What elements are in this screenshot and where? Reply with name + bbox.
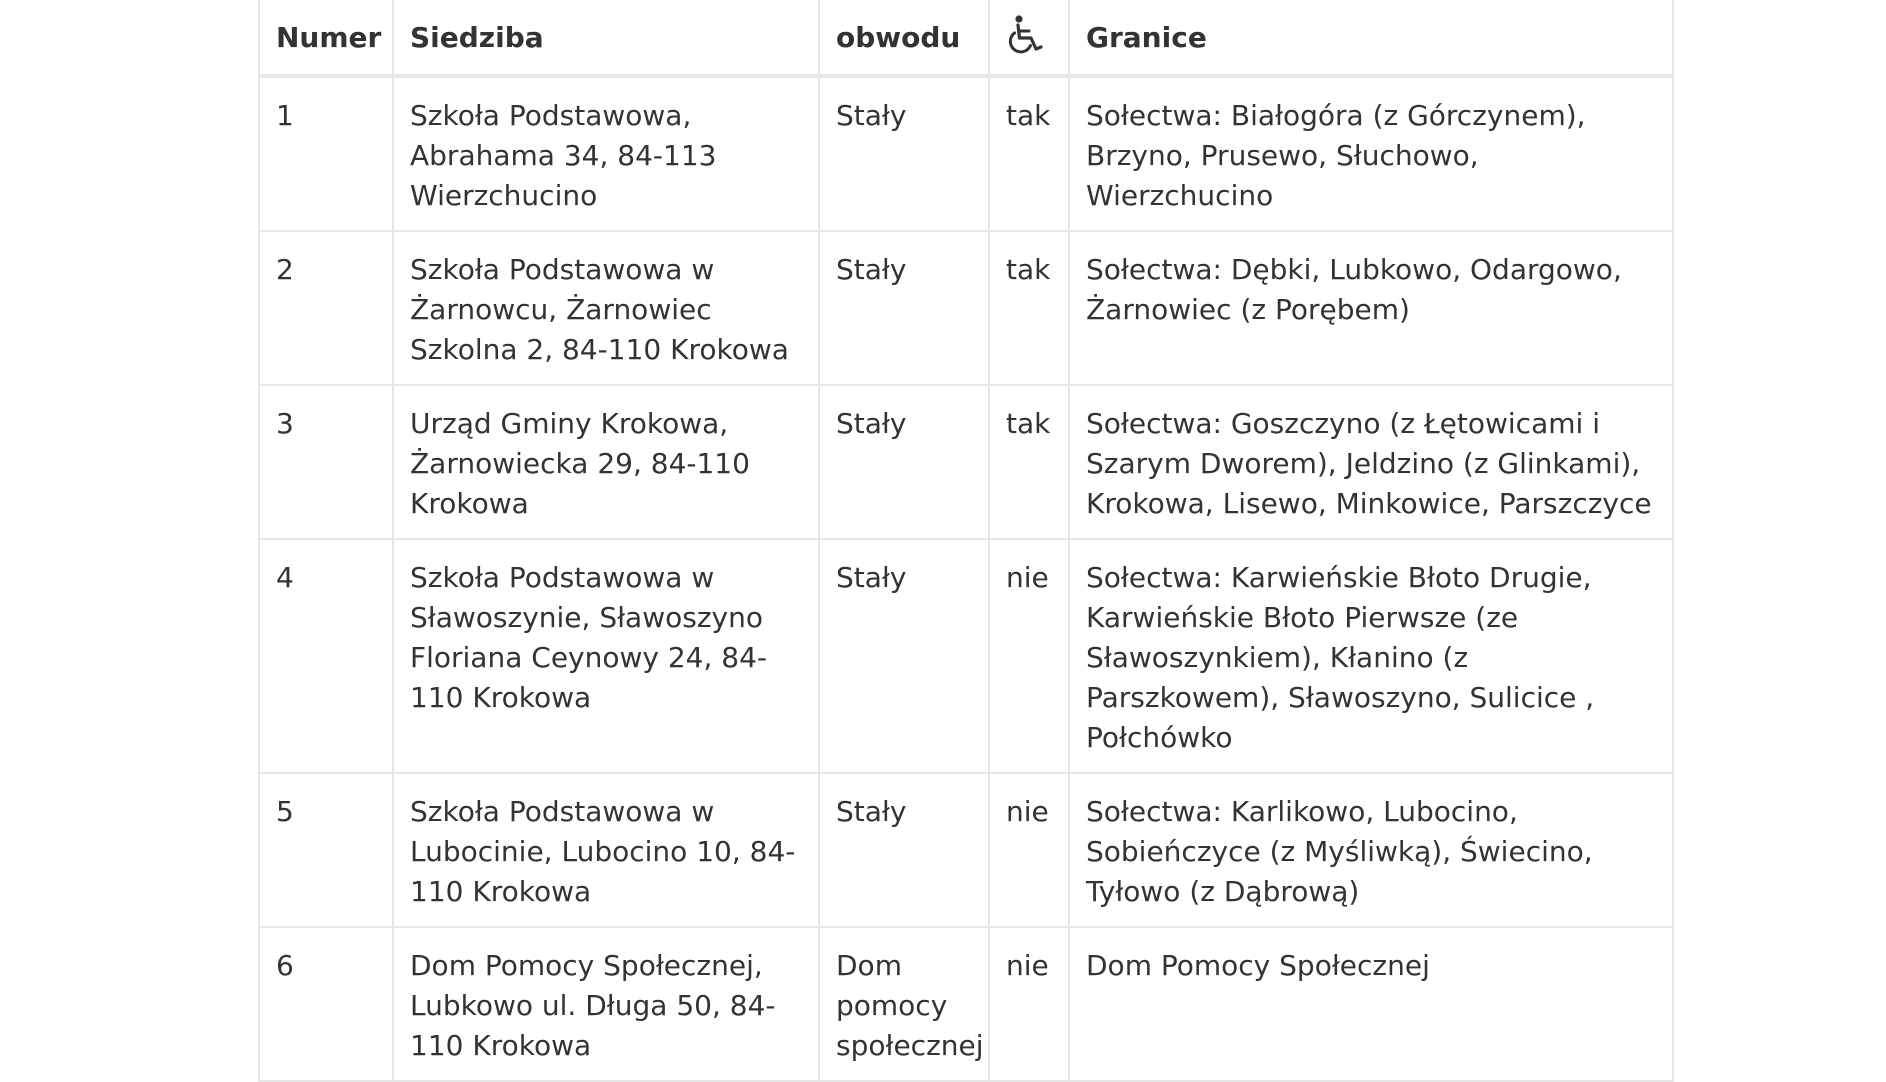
- table-row: [259, 539, 1673, 773]
- precincts-table: [258, 0, 1674, 1082]
- table-row: [259, 927, 1673, 1081]
- cell-number: 6: [259, 927, 393, 1081]
- cell-accessible: tak: [989, 231, 1069, 385]
- cell-boundaries: Sołectwa: Karwieńskie Błoto Drugie, Karwieńskie Błoto Pierwsze (ze Sławoszynkiem), Kłanino (z Parszkowem), Sławoszyno, Sulicice , Połchówko: [1069, 539, 1673, 773]
- cell-type: Stały: [819, 231, 989, 385]
- cell-number: 2: [259, 231, 393, 385]
- table-row: [259, 385, 1673, 539]
- cell-type: Stały: [819, 76, 989, 231]
- table-header: [259, 0, 1673, 76]
- header-boundaries: Granice: [1069, 0, 1673, 76]
- cell-accessible: tak: [989, 76, 1069, 231]
- cell-seat: Dom Pomocy Społecznej, Lubkowo ul. Długa 50, 84-110 Krokowa: [393, 927, 819, 1081]
- header-type: obwodu: [819, 0, 989, 76]
- cell-seat: Szkoła Podstawowa w Lubocinie, Lubocino 10, 84-110 Krokowa: [393, 773, 819, 927]
- header-accessibility: [989, 0, 1069, 76]
- header-number: Numer: [259, 0, 393, 76]
- cell-boundaries: Sołectwa: Goszczyno (z Łętowicami i Szarym Dworem), Jeldzino (z Glinkami), Krokowa, Lisewo, Minkowice, Parszczyce: [1069, 385, 1673, 539]
- header-seat: Siedziba: [393, 0, 819, 76]
- cell-number: 3: [259, 385, 393, 539]
- table-body: [259, 76, 1673, 1081]
- cell-type: Stały: [819, 773, 989, 927]
- cell-type: Stały: [819, 539, 989, 773]
- wheelchair-icon: [1004, 14, 1046, 56]
- precincts-table-container: [258, 0, 1672, 1082]
- cell-number: 5: [259, 773, 393, 927]
- cell-seat: Szkoła Podstawowa w Sławoszynie, Sławoszyno Floriana Ceynowy 24, 84-110 Krokowa: [393, 539, 819, 773]
- table-row: [259, 773, 1673, 927]
- cell-type: Stały: [819, 385, 989, 539]
- cell-boundaries: Dom Pomocy Społecznej: [1069, 927, 1673, 1081]
- table-row: [259, 76, 1673, 231]
- table-row: [259, 231, 1673, 385]
- cell-seat: Szkoła Podstawowa w Żarnowcu, Żarnowiec Szkolna 2, 84-110 Krokowa: [393, 231, 819, 385]
- cell-number: 1: [259, 76, 393, 231]
- cell-accessible: tak: [989, 385, 1069, 539]
- cell-accessible: nie: [989, 539, 1069, 773]
- cell-seat: Urząd Gminy Krokowa, Żarnowiecka 29, 84-110 Krokowa: [393, 385, 819, 539]
- header-row: [259, 0, 1673, 76]
- cell-boundaries: Sołectwa: Dębki, Lubkowo, Odargowo, Żarnowiec (z Porębem): [1069, 231, 1673, 385]
- cell-accessible: nie: [989, 927, 1069, 1081]
- cell-type: Dom pomocy społecznej: [819, 927, 989, 1081]
- cell-number: 4: [259, 539, 393, 773]
- cell-boundaries: Sołectwa: Karlikowo, Lubocino, Sobieńczyce (z Myśliwką), Świecino, Tyłowo (z Dąbrową): [1069, 773, 1673, 927]
- cell-accessible: nie: [989, 773, 1069, 927]
- cell-seat: Szkoła Podstawowa, Abrahama 34, 84-113 Wierzchucino: [393, 76, 819, 231]
- cell-boundaries: Sołectwa: Białogóra (z Górczynem), Brzyno, Prusewo, Słuchowo, Wierzchucino: [1069, 76, 1673, 231]
